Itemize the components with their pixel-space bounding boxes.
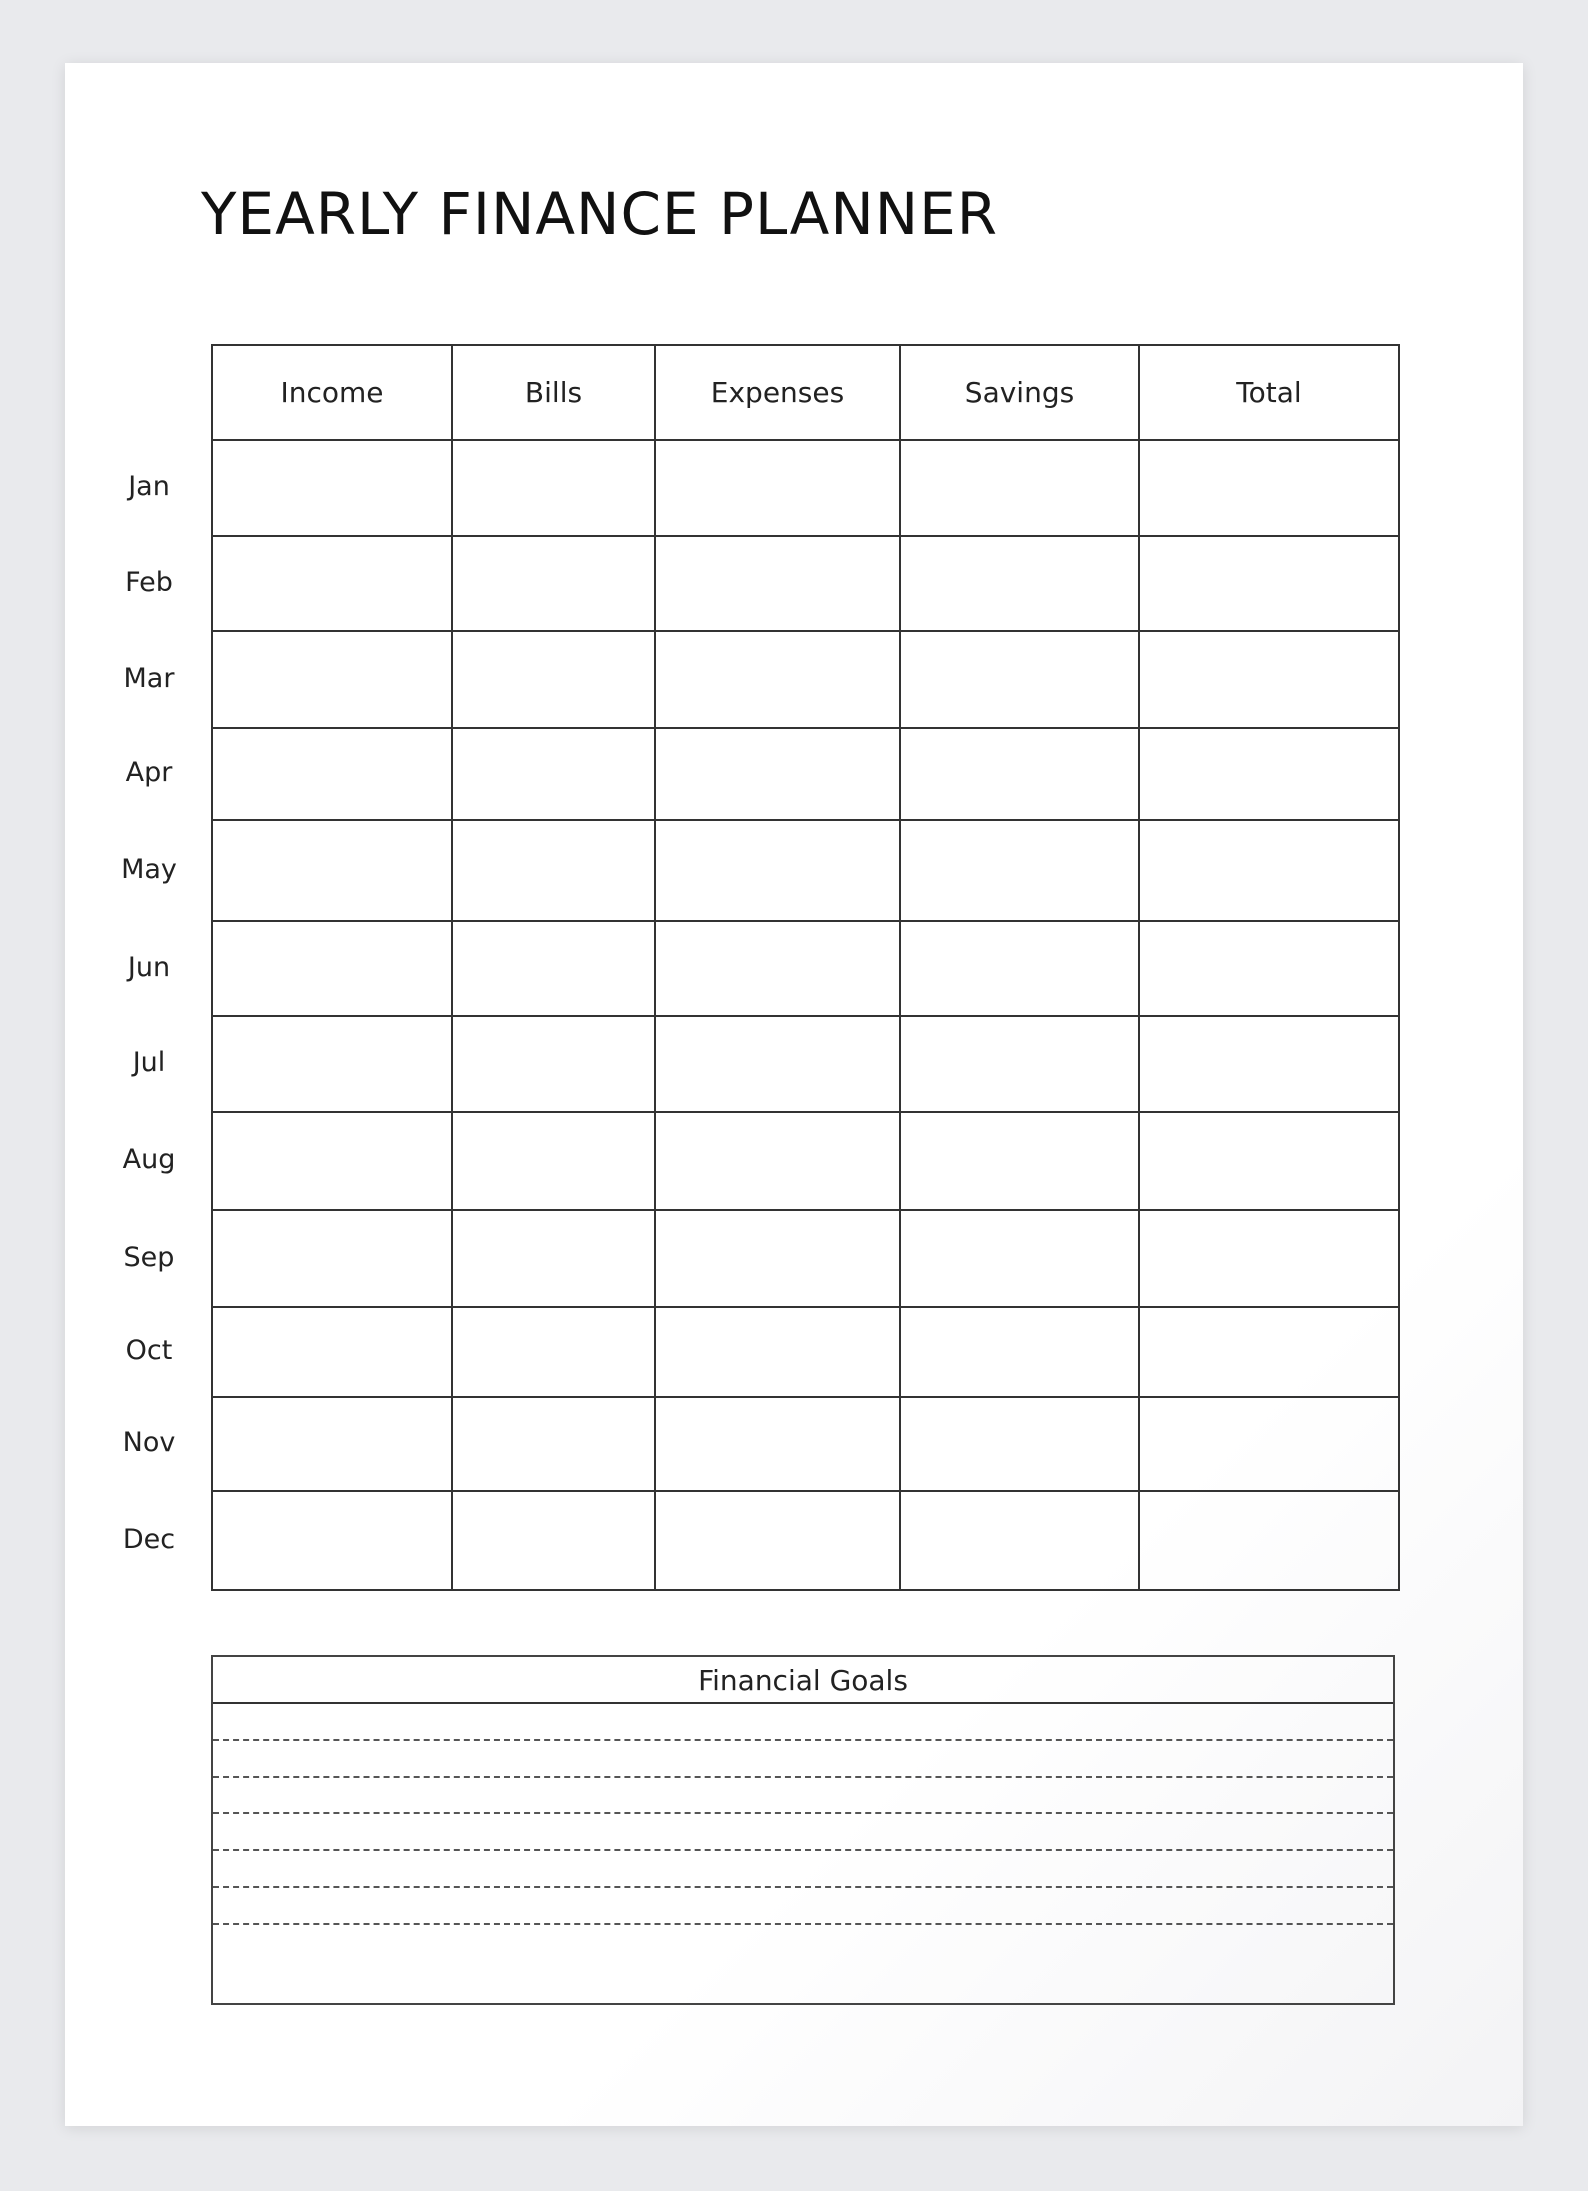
month-label-nov: Nov (122, 1427, 176, 1458)
table-row (212, 1491, 1399, 1590)
cell-oct-income[interactable] (212, 1307, 452, 1397)
column-header-bills: Bills (452, 345, 655, 440)
cell-nov-expenses[interactable] (655, 1397, 900, 1491)
goal-lines (213, 1704, 1393, 1962)
cell-nov-savings[interactable] (900, 1397, 1139, 1491)
cell-dec-income[interactable] (212, 1491, 452, 1590)
table-row (212, 1016, 1399, 1112)
table-row (212, 921, 1399, 1016)
cell-nov-bills[interactable] (452, 1397, 655, 1491)
month-label-may: May (121, 853, 177, 885)
cell-dec-bills[interactable] (452, 1491, 655, 1590)
table-body (212, 440, 1399, 1590)
column-header-savings: Savings (900, 345, 1139, 440)
month-label-jul: Jul (132, 1047, 166, 1078)
table-row (212, 536, 1399, 631)
page-title: YEARLY FINANCE PLANNER (201, 180, 999, 248)
goal-line[interactable] (213, 1778, 1393, 1815)
month-label-sep: Sep (123, 1241, 175, 1273)
cell-oct-expenses[interactable] (655, 1307, 900, 1397)
month-label-dec: Dec (122, 1523, 176, 1555)
cell-apr-total[interactable] (1139, 728, 1399, 820)
goal-line[interactable] (213, 1851, 1393, 1888)
cell-jan-bills[interactable] (452, 440, 655, 536)
cell-feb-savings[interactable] (900, 536, 1139, 631)
goal-line[interactable] (213, 1704, 1393, 1741)
cell-sep-income[interactable] (212, 1210, 452, 1307)
goal-line[interactable] (213, 1814, 1393, 1851)
cell-apr-expenses[interactable] (655, 728, 900, 820)
cell-may-income[interactable] (212, 820, 452, 921)
cell-mar-expenses[interactable] (655, 631, 900, 728)
cell-jan-income[interactable] (212, 440, 452, 536)
cell-feb-bills[interactable] (452, 536, 655, 631)
cell-oct-bills[interactable] (452, 1307, 655, 1397)
table-row (212, 1307, 1399, 1397)
column-header-income: Income (212, 345, 452, 440)
cell-jun-total[interactable] (1139, 921, 1399, 1016)
month-label-aug: Aug (122, 1144, 176, 1175)
month-label-feb: Feb (125, 566, 173, 598)
cell-dec-expenses[interactable] (655, 1491, 900, 1590)
cell-apr-income[interactable] (212, 728, 452, 820)
cell-jul-total[interactable] (1139, 1016, 1399, 1112)
cell-jun-savings[interactable] (900, 921, 1139, 1016)
cell-may-total[interactable] (1139, 820, 1399, 921)
table-row (212, 1210, 1399, 1307)
cell-mar-income[interactable] (212, 631, 452, 728)
cell-feb-expenses[interactable] (655, 536, 900, 631)
month-label-mar: Mar (123, 662, 175, 694)
cell-may-bills[interactable] (452, 820, 655, 921)
month-label-apr: Apr (125, 757, 173, 788)
goal-line[interactable] (213, 1925, 1393, 1962)
cell-jul-expenses[interactable] (655, 1016, 900, 1112)
cell-may-expenses[interactable] (655, 820, 900, 921)
financial-goals-title: Financial Goals (213, 1657, 1393, 1704)
month-label-oct: Oct (125, 1335, 173, 1366)
cell-aug-expenses[interactable] (655, 1112, 900, 1210)
cell-jul-savings[interactable] (900, 1016, 1139, 1112)
cell-sep-expenses[interactable] (655, 1210, 900, 1307)
table-header-row (212, 345, 1399, 440)
cell-jan-savings[interactable] (900, 440, 1139, 536)
goal-line[interactable] (213, 1741, 1393, 1778)
cell-aug-income[interactable] (212, 1112, 452, 1210)
cell-mar-bills[interactable] (452, 631, 655, 728)
cell-sep-bills[interactable] (452, 1210, 655, 1307)
cell-may-savings[interactable] (900, 820, 1139, 921)
cell-dec-total[interactable] (1139, 1491, 1399, 1590)
month-label-jan: Jan (128, 471, 170, 502)
cell-aug-total[interactable] (1139, 1112, 1399, 1210)
cell-jan-total[interactable] (1139, 440, 1399, 536)
table-row (212, 1397, 1399, 1491)
table-row (212, 440, 1399, 536)
table-row (212, 728, 1399, 820)
cell-mar-total[interactable] (1139, 631, 1399, 728)
cell-apr-savings[interactable] (900, 728, 1139, 820)
cell-feb-income[interactable] (212, 536, 452, 631)
financial-goals-box (211, 1655, 1395, 2005)
month-label-jun: Jun (127, 951, 171, 983)
cell-nov-total[interactable] (1139, 1397, 1399, 1491)
cell-mar-savings[interactable] (900, 631, 1139, 728)
cell-aug-savings[interactable] (900, 1112, 1139, 1210)
cell-sep-total[interactable] (1139, 1210, 1399, 1307)
table-row (212, 1112, 1399, 1210)
table-row (212, 631, 1399, 728)
cell-jan-expenses[interactable] (655, 440, 900, 536)
cell-nov-income[interactable] (212, 1397, 452, 1491)
cell-jul-bills[interactable] (452, 1016, 655, 1112)
cell-jul-income[interactable] (212, 1016, 452, 1112)
cell-feb-total[interactable] (1139, 536, 1399, 631)
column-header-total: Total (1139, 345, 1399, 440)
finance-table (211, 344, 1400, 1591)
cell-jun-income[interactable] (212, 921, 452, 1016)
cell-aug-bills[interactable] (452, 1112, 655, 1210)
cell-jun-bills[interactable] (452, 921, 655, 1016)
cell-sep-savings[interactable] (900, 1210, 1139, 1307)
column-header-expenses: Expenses (655, 345, 900, 440)
cell-oct-savings[interactable] (900, 1307, 1139, 1397)
cell-dec-savings[interactable] (900, 1491, 1139, 1590)
cell-jun-expenses[interactable] (655, 921, 900, 1016)
cell-oct-total[interactable] (1139, 1307, 1399, 1397)
planner-page (65, 63, 1523, 2126)
cell-apr-bills[interactable] (452, 728, 655, 820)
goal-line[interactable] (213, 1888, 1393, 1925)
table-row (212, 820, 1399, 921)
